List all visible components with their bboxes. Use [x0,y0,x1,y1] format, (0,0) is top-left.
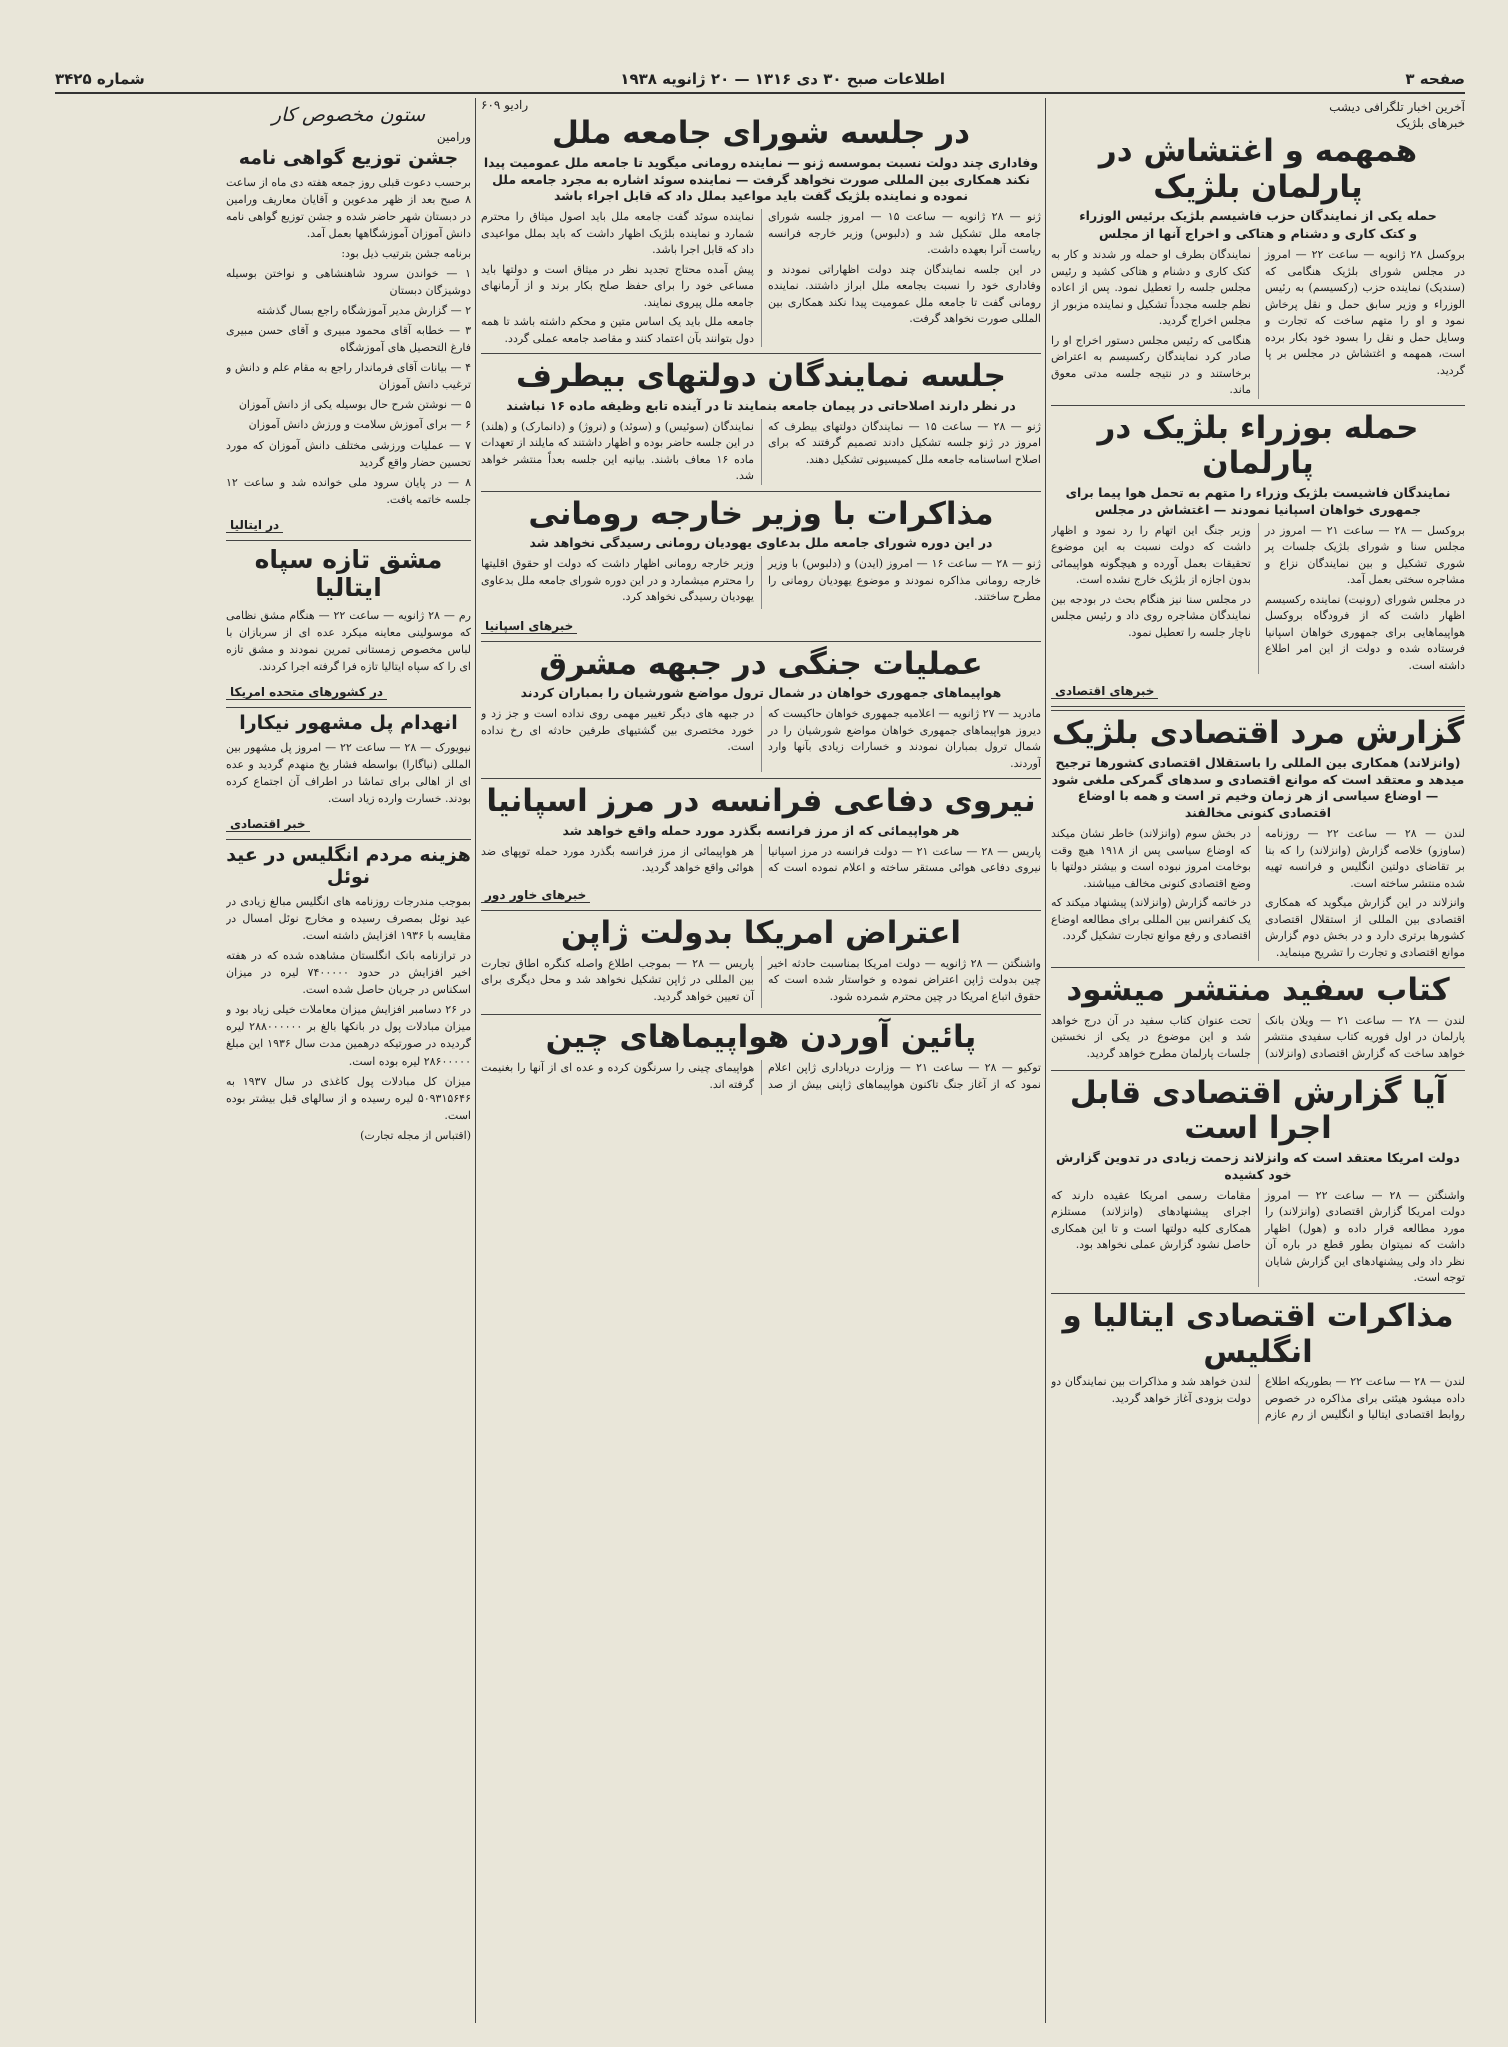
paragraph: میزان کل مبادلات پول کاغذی در سال ۱۹۳۷ به ۵۰۹۳۱۵۶۴۶ لیره رسیده و از سالهای قبل بیشتر بوده است. [226,1074,471,1122]
paragraph: وزیر جنگ این اتهام را رد نمود و اظهار داشت که دولت نسبت به این موضوع تحقیقات بعمل آورده و هیچگونه هواپیمائی بدون اجازه از بلژیک خارج نشده است. [1051,523,1251,587]
headline: هزینه مردم انگلیس در عید نوئل [226,844,471,889]
paragraph: وانزلاند در این گزارش میگوید که همکاری اقتصادی بین المللی از استقلال اقتصادی کشورها برتری دارد و در بخش دوم گزارش موانع اقتصادی و تجارت را تشریح مینماید. [1265,896,1465,959]
headline: در جلسه شورای جامعه ملل [551,115,971,151]
paragraph: وزیر خارجه رومانی اظهار داشت که دولت او حقوق اقلیتها را محترم میشمارد و در این دوره شورای جامعه ملل بدعاوی یهودیان رسیدگی نخواهد کرد. [481,557,754,604]
article-body [1051,826,1465,961]
article-white-book [1051,973,1465,1064]
article-body [481,1060,1041,1095]
paragraph: در مجلس شورای (رونیت) نماینده رکسیسم اظهار داشت که از فرودگاه بروکسل هواپیماهایی برای جمهوری خواهان اسپانیا فرستاده شده و دولت از این امر اطلاع داشته است. [1265,592,1465,672]
divider [481,491,1041,492]
paragraph: در ۲۶ دسامبر افزایش میزان معاملات خیلی زیاد بود و میزان مبادلات پول در بانکها بالغ بر ۲۸۸۰۰۰۰۰۰ لیره گردیده در صورتیکه درهمین مدت سال ۱۹۳۶ این مبلغ ۲۸۶۰۰۰۰۰ لیره بوده است. [226,1003,471,1068]
subheadline: وفاداری چند دولت نسبت بموسسه ژنو — نماینده رومانی میگوید تا جامعه ملل عمومیت پیدا نکند همکاری بین المللی صورت نخواهد گرفت — نماینده سوئد اشاره به مجرد جامعه ملل نموده و نماینده بلژیک گفت باید مواعید بملل داد که قابل اجراء باشد [483,154,1039,204]
section-label: خبرهای اقتصادی [1051,684,1158,699]
article-body [226,607,471,675]
paragraph: توکیو — ۲۸ — ساعت ۲۱ — وزارت دریاداری ژاپن اعلام نمود که از آغاز جنگ تاکنون هواپیماهای ژاپنی بیش از صد هواپیمای چینی را سرنگون کرده و عده ای از آنها را بغنیمت گرفته اند. [481,1061,1041,1091]
paragraph: جامعه ملل باید یک اساس متین و محکم داشته باشد تا همه دول بتوانند بآن اعتماد کنند و مقاصد جامعه عملی گردد. [481,315,754,345]
paragraph: ۶ — برای آموزش سلامت و ورزش دانش آموزان [248,418,471,432]
article-body [1051,523,1465,675]
paragraph: برحسب دعوت قبلی روز جمعه هفته دی ماه از ساعت ۸ صبح بعد از ظهر مدعوین و آقایان معاریف ورامین در دبستان شهر حاضر شده و جشن توزیع گواهی نامه دانش آموزان آموزشگاهها بعمل آمد. [226,175,471,240]
article-body [1051,1013,1465,1064]
headline: حمله بوزراء بلژیک در پارلمان [1097,409,1419,482]
article-body [481,419,1041,485]
headline: کتاب سفید منتشر میشود [1066,972,1450,1009]
divider [1051,1070,1465,1071]
subheadline: و کتک کاری و دشنام و هتاکی و اخراج آنها از مجلس [1098,226,1418,242]
headline: انهدام پل مشهور نیکارا [239,712,458,735]
paragraph: هنگامی که رئیس مجلس دستور اخراج او را صادر کرد نمایندگان رکسیسم به اعتراض برخاستند و در نتیجه جلسه مدتی معوق ماند. [1051,333,1251,397]
subheadline: (وانزلاند) همکاری بین المللی را باستقلال اقتصادی کشورها ترجیح میدهد و معتقد است که موانع اقتصادی و سدهای گمرکی ملغی شود — اوضاع سیاسی از هر زمان وخیم تر است و همه با اوضاع اقتصادی کنونی مخالفند [1051,754,1465,821]
subheadline: در نظر دارند اصلاحاتی در پیمان جامعه بنمایند تا در آینده تابع وظیفه ماده ۱۶ نباشند [506,397,1016,413]
prehead: خبرهای بلژیک [1396,116,1465,130]
article-body [481,209,1041,347]
divider [1051,405,1465,406]
article-belgium-parliament-riot [1051,134,1465,399]
paragraph: مقامات رسمی امریکا عقیده دارند که اجرای پیشنهادهای (وانزلاند) مستلزم همکاری کلیه دولتها است و تا این همکاری حاصل نشود گزارش عملی نخواهد بود. [1051,1188,1251,1252]
article-chinese-planes [481,1020,1041,1094]
paragraph: لندن — ۲۸ — ساعت ۲۲ — بطوریکه اطلاع داده میشود هیئتی برای مذاکره در خصوص روابط اقتصادی ایتالیا و انگلیس از رم عازم لندن خواهد شد و مذاکرات بین نمایندگان دو دولت بزودی آغاز خواهد گردید. [1051,1375,1465,1422]
divider [226,707,471,708]
paragraph: ۳ — خطابه آقای محمود مبیری و آقای حسن مبیری فارغ التحصیل های آموزشگاه [226,324,471,355]
divider [1051,706,1465,711]
article-economic-report [1051,716,1465,961]
headline: مذاکرات با وزیر خارجه رومانی [528,495,994,532]
paragraph: نمایندگان بطرف او حمله ور شدند و کار به کتک کاری و دشنام و هتاکی کشید و رئیس مجلس جلسه را تعطیل نمود. پس از اعاده نظم جلسه مجدداً تشکیل و نماینده مزبور از مجلس اخراج گردید. [1051,248,1251,328]
paragraph: در خاتمه گزارش (وانزلاند) پیشنهاد میکند که یک کنفرانس بین المللی برای مطالعه اوضاع اقتصادی و رفع موانع تجارت تشکیل گردد. [1051,896,1251,943]
article-romania-talks [481,497,1041,609]
divider [481,353,1041,354]
paragraph: بروکسل — ۲۸ — ساعت ۲۱ — امروز در مجلس سنا و شورای بلژیک جلسات پر شوری تشکیل و بین نمایندگان نزاع و مشاجره سختی بعمل آمد. [1265,523,1465,587]
paragraph: در جبهه های دیگر تغییر مهمی روی نداده است و جز زد و خورد مختصری بین گشتیهای طرفین حادثه ای رخ نداده است. [481,707,754,754]
prehead: آخرین اخبار تلگرافی دیشب [1329,100,1465,114]
article-neutral-states [481,359,1041,485]
divider [481,641,1041,642]
paragraph: ۲ — گزارش مدیر آموزشگاه راجع بسال گذشته [256,304,471,318]
paragraph: نماینده سوئد گفت جامعه ملل باید اصول میثاق را محترم شمارد و نماینده بلژیک اظهار داشت که باید بملل مواعیدی داد که قابل اجرا باشد. [481,210,754,257]
headline: نیروی دفاعی فرانسه در مرز اسپانیا [486,783,1036,820]
dateline-label: ورامین [436,130,471,144]
page-number: صفحه ۳ [1405,70,1465,88]
paragraph: در بخش سوم (وانزلاند) خاطر نشان میکند که اوضاع سیاسی پس از ۱۹۱۸ هیچ وقت بوخامت امروز نبوده است و بیشتر دولتها با وضع اقتصادی کنونی مخالف میباشند. [1051,827,1252,890]
headline: عملیات جنگی در جبهه مشرق [539,645,983,682]
article-attack-on-ministers [1051,411,1465,675]
headline: جشن توزیع گواهی نامه [238,147,459,169]
radio-stamp: رادیو ۶۰۹ [481,98,529,112]
article-french-border-defense [481,784,1041,878]
article-body [226,893,471,1144]
paragraph: ۵ — نوشتن شرح حال بوسیله یکی از دانش آموزان [238,398,471,412]
subheadline: حمله یکی از نمایندگان حزب فاشیسم بلژیک برئیس الوزراء [1079,208,1437,224]
divider [481,1014,1041,1015]
paragraph: در مجلس سنا نیز هنگام بحث در بودجه بین نمایندگان مشاجره روی داد و رئیس مجلس ناچار جلسه را تعطیل نمود. [1051,592,1251,639]
subheadline: هواپیماهای جمهوری خواهان در شمال ترول مواضع شورشیان را بمباران کردند [520,685,1002,701]
paragraph: نمایندگان (سوئیس) و (سوئد) و (نروژ) و (دانمارک) و (هلند) در این جلسه حاضر بوده و اظهار داشتند که مایلند از تعهدات ماده ۱۶ معاف باشند. بیانیه این جلسه بعداً منتشر خواهد شد. [481,419,754,483]
paragraph: لندن — ۲۸ — ساعت ۲۲ — روزنامه (ساوزو) خلاصه گزارش (وانزلاند) را که بنا بر تقاضای دولتین انگلیس و فرانسه تهیه شده منتشر ساخته است. [1265,827,1465,890]
headline: مذاکرات اقتصادی ایتالیا و انگلیس [1062,1297,1454,1370]
article-bridge-collapse [226,713,471,807]
paragraph: لندن — ۲۸ — ساعت ۲۱ — ویلان بانک پارلمان در اول فوریه کتاب سفیدی منتشر خواهد ساخت که گزارش اقتصادی (وانزلاند) تحت عنوان کتاب سفید در آن درج خواهد شد و این موضوع در یکی از نخستین جلسات پارلمان مطرح خواهد گردید. [1051,1013,1465,1060]
paragraph: ۸ — در پایان سرود ملی خوانده شد و ساعت ۱۲ جلسه خاتمه یافت. [226,475,471,506]
article-christmas-spending [226,845,471,1143]
headline: گزارش مرد اقتصادی بلژیک [1051,715,1465,752]
divider [1051,967,1465,968]
newspaper-page [55,68,1465,2023]
headline: مشق تازه سپاه ایتالیا [254,544,443,603]
section-label: خبر اقتصادی [226,817,310,832]
article-body [1051,247,1465,399]
divider [481,910,1041,911]
divider [226,540,471,541]
issue-number: شماره ۳۴۲۵ [55,70,145,88]
paragraph: ۴ — بیانات آقای فرماندار راجع به مقام علم و دانش و ترغیب دانش آموزان [226,361,471,392]
article-eastern-front [481,647,1041,773]
article-italy-england-talks [1051,1299,1465,1424]
subheadline: نمایندگان فاشیست بلژیک وزراء را متهم به تحمل هوا پیما برای جمهوری خواهان اسپانیا نمودند — اغتشاش در مجلس [1065,484,1451,517]
paragraph: بروکسل ۲۸ ژانویه — ساعت ۲۲ — امروز در مجلس شورای بلژیک هنگامی که (سندیک) نماینده حزب (رکسیسم) به رئیس الوزراء و وزیر سابق حمل و نقل پرخاش نمود و او را متهم ساخت که تجارت و وسایل حمل و نقل را بسود خود بکار برده است، همهمه و اغتشاش در مجلس بر پا گردید. [1265,248,1465,377]
paragraph: نیویورک — ۲۸ — ساعت ۲۲ — امروز پل مشهور بین المللی (نیاگارا) بواسطه فشار یخ منهدم گردید و عده ای از اهالی برای تماشا در اطراف آن اجتماع کرده بودند. خسارت وارده زیاد است. [226,741,471,806]
section-label: خبرهای اسپانیا [481,619,577,634]
subheadline: دولت امریکا معتقد است که وانزلاند زحمت زیادی در تدوین گزارش خود کشیده [1056,1150,1460,1182]
paragraph: مادرید — ۲۷ ژانویه — اعلامیه جمهوری خواهان حاکیست که دیروز هواپیماهای جمهوری خواهان مواضع شورشیان را در شمال ترول بمباران نمودند و خسارات زیادی بآنها وارد آوردند. [768,707,1041,770]
divider [1051,1293,1465,1294]
article-body [226,174,471,508]
column-right [1051,98,1465,2023]
paragraph: ۷ — عملیات ورزشی مختلف دانش آموزان که مورد تحسین حضار واقع گردید [226,438,471,469]
paragraph: برنامه جشن بترتیب ذیل بود: [341,247,471,261]
column-middle [481,98,1041,2023]
paragraph: در این جلسه نمایندگان چند دولت اظهاراتی نمودند و وفاداری خود را نسبت بجامعه ملل ابراز داشتند. نماینده رومانی گفت تا جامعه ملل عمومیت پیدا نکند همکاری بین المللی صورت نخواهد گرفت. [768,262,1041,326]
paragraph: ژنو — ۲۸ — ساعت ۱۶ — امروز (ایدن) و (دلبوس) با وزیر خارجه رومانی مذاکره نمودند و موضوع یهودیان رومانی را مطرح ساختند. [768,557,1041,604]
article-league-council [481,116,1041,347]
paragraph: بموجب مندرجات روزنامه های انگلیس مبالغ زیادی در عید نوئل بمصرف رسیده و مخارج نوئل امسال در مقایسه با ۱۹۳۶ افزایش داشته است. [226,895,471,943]
paragraph: پاریس — ۲۸ — بموجب اطلاع واصله کنگره اطاق تجارت بین المللی در ژاپن تشکیل نخواهد شد و محل دیگری برای آن تعیین خواهد گردید. [481,956,754,1003]
paragraph: رم — ۲۸ ژانویه — ساعت ۲۲ — هنگام مشق نظامی که موسولینی معاینه میکرد عده ای از سربازان با لباس مخصوص زمستانی تمرین نمودند و مشق تازه ای را که سپاه ایتالیا تازه فرا گرفته اجرا کردند. [226,609,471,674]
article-body [481,706,1041,772]
divider [226,839,471,840]
paragraph: ژنو — ۲۸ ژانویه — ساعت ۱۵ — امروز جلسه شورای جامعه ملل تشکیل شد و (دلبوس) وزیر خارجه فرانسه ریاست آنرا بعهده داشت. [768,210,1041,257]
column-rule [475,98,476,2023]
article-body [1051,1374,1465,1424]
section-label: در ایتالیا [226,518,283,533]
headline: اعتراض امریکا بدولت ژاپن [560,915,962,952]
column-left [226,98,471,2023]
headline: جلسه نمایندگان دولتهای بیطرف [516,358,1006,395]
article-us-protest-japan [481,916,1041,1008]
paragraph: واشنگتن — ۲۸ — ساعت ۲۲ — امروز دولت امریکا گزارش اقتصادی (وانزلاند) را مورد مطالعه قرار داده و (هول) اظهار داشت که نمیتوان بطور قطع در باره آن نظر داد ولی پیشنهادهای این گزارش شایان توجه است. [1265,1188,1465,1285]
column-title: ستون مخصوص کار [271,104,426,126]
article-body [1051,1188,1465,1287]
paragraph: ۱ — خواندن سرود شاهنشاهی و نواختن بوسیله دوشیزگان دبستان [226,267,471,298]
headline: آیا گزارش اقتصادی قابل اجرا است [1069,1074,1447,1147]
section-label: خبرهای خاور دور [481,888,590,903]
headline: همهمه و اغتشاش در پارلمان بلژیک [1098,133,1418,205]
subheadline: هر هواپیمائی که از مرز فرانسه بگذرد مورد حمله واقع خواهد شد [562,822,960,838]
subheadline: در این دوره شورای جامعه ملل بدعاوی یهودیان رومانی رسیدگی نخواهد شد [529,535,993,551]
paragraph: در ترازنامه بانک انگلستان مشاهده شده که در هفته اخیر افزایش در حدود ۷۴۰۰۰۰۰ لیره در میزان اسکناس در جریان حاصل شده است. [226,949,471,997]
paragraph: واشنگتن — ۲۸ ژانویه — دولت امریکا بمناسبت حادثه اخیر چین بدولت ژاپن اعتراض نموده و خواستار شده است که حقوق اتباع امریکا در چین محترم شمرده شود. [768,956,1041,1003]
section-label: در کشورهای متحده امریکا [226,685,387,700]
column-rule [1045,98,1046,2023]
article-body [226,739,471,807]
article-body [481,844,1041,879]
article-body [481,956,1041,1009]
paragraph: پیش آمده محتاج تجدید نظر در میثاق است و دولتها باید مساعی خود را برای حفظ صلح بکار برند و از آرمانهای جامعه ملل پیروی نمایند. [481,262,754,309]
headline: پائین آوردن هواپیماهای چین [545,1019,977,1056]
article-certificate-ceremony [226,148,471,508]
signoff: (اقتباس از مجله تجارت) [360,1128,471,1142]
masthead [55,68,1465,94]
article-italian-army-drill [226,546,471,676]
divider [481,778,1041,779]
article-report-feasible [1051,1076,1465,1287]
paragraph: ژنو — ۲۸ — ساعت ۱۵ — نمایندگان دولتهای بیطرف که امروز در ژنو جلسه تشکیل دادند تصمیم گرفتند که برای اصلاح اساسنامه جامعه ملل کمیسیونی تشکیل دهند. [768,419,1041,466]
article-body [481,556,1041,609]
paragraph: پاریس — ۲۸ — ساعت ۲۱ — دولت فرانسه در مرز اسپانیا نیروی دفاعی هوائی مستقر ساخته و اعلام نموده است که هر هواپیمائی از مرز فرانسه بگذرد مورد حمله توپهای ضد هوائی واقع خواهد گردید. [481,844,1041,875]
issue-date: اطلاعات صبح ۳۰ دی ۱۳۱۶ — ۲۰ ژانویه ۱۹۳۸ [620,70,945,88]
